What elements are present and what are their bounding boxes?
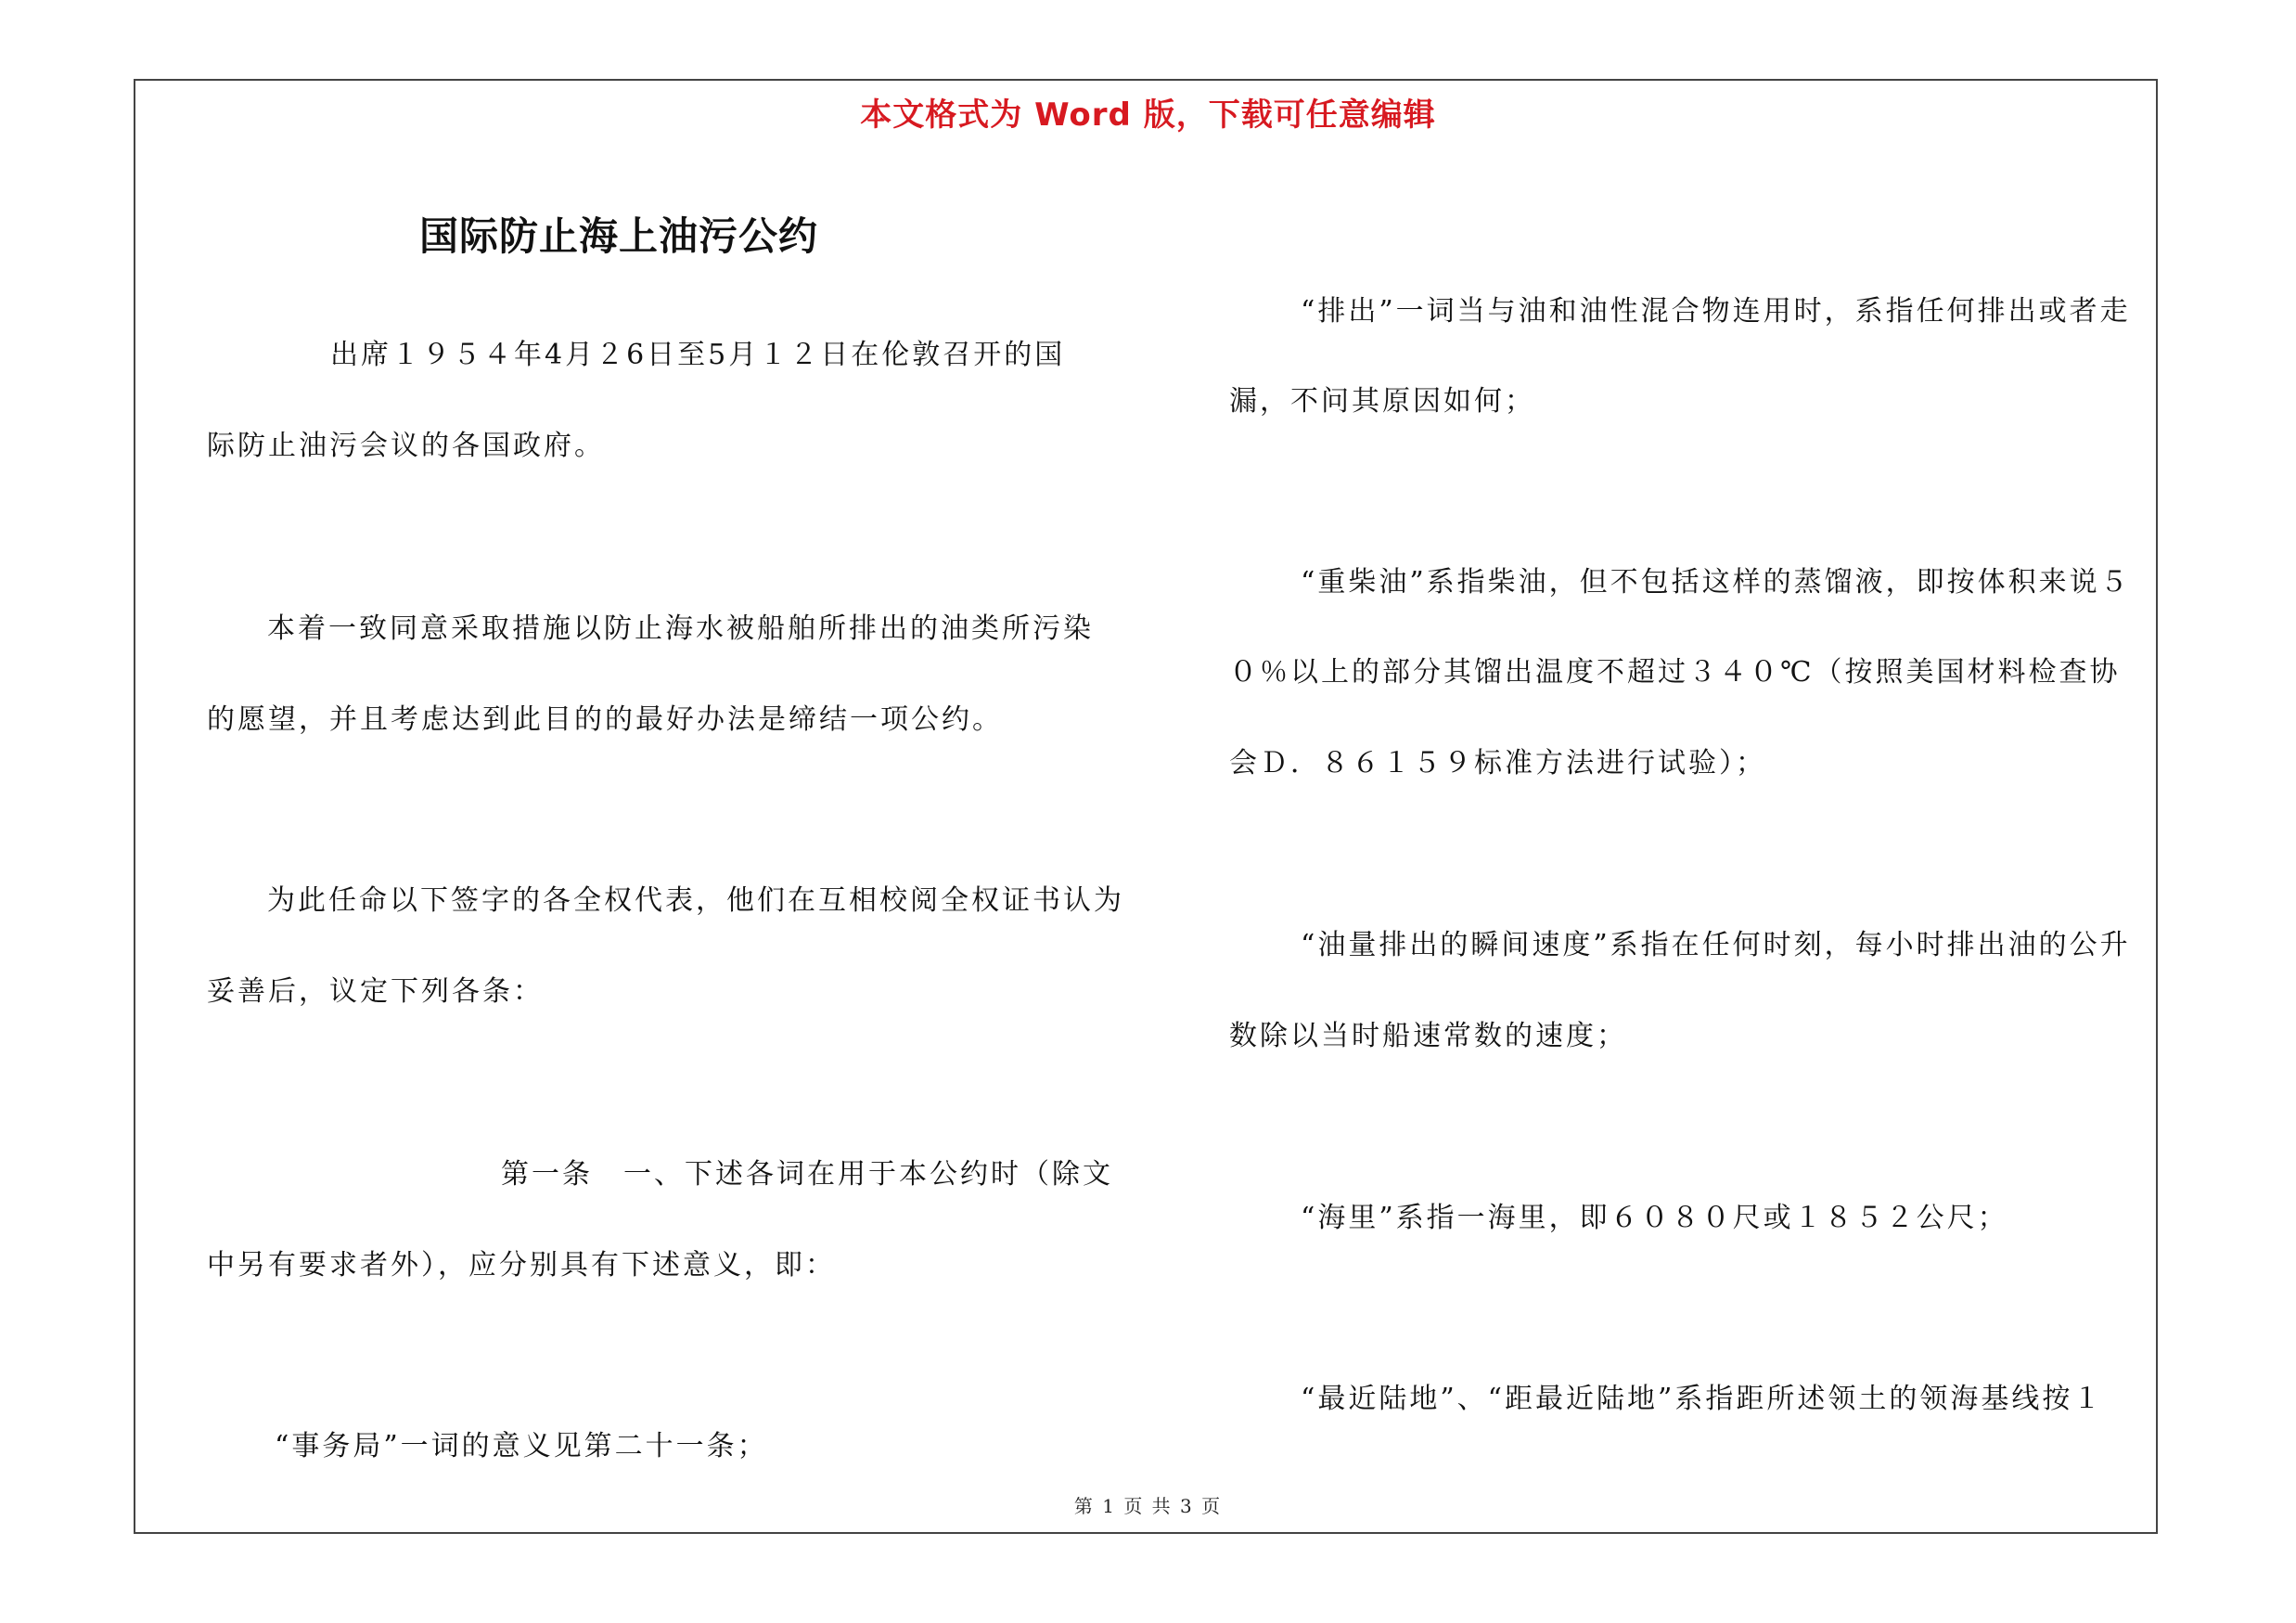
paragraph-line: 本着一致同意采取措施以防止海水被船舶所排出的油类所污染 (267, 612, 1094, 645)
paragraph-line: 会Ｄ．８６１５９标准方法进行试验）； (1229, 747, 1766, 779)
paragraph-line: 第一条 一、下述各词在用于本公约时（除文 (501, 1158, 1113, 1191)
paragraph-line: 妥善后，议定下列各条： (207, 975, 544, 1008)
paragraph-line: “排出”一词当与油和油性混合物连用时，系指任何排出或者走 (1301, 295, 2131, 328)
format-banner: 本文格式为 Word 版，下载可任意编辑 (860, 97, 1436, 134)
paragraph-line: 中另有要求者外），应分别具有下述意义，即： (207, 1249, 836, 1282)
paragraph-line: 际防止油污会议的各国政府。 (207, 430, 605, 462)
paragraph-line: 漏，不问其原因如何； (1229, 385, 1535, 418)
paragraph-line: 数除以当时船速常数的速度； (1229, 1020, 1627, 1052)
paragraph-line: “最近陆地”、“距最近陆地”系指距所述领土的领海基线按１ (1301, 1383, 2104, 1415)
paragraph-line: “油量排出的瞬间速度”系指在任何时刻，每小时排出油的公升 (1301, 929, 2131, 961)
document-title: 国际防止海上油污公约 (419, 213, 819, 259)
paragraph-line: 的愿望，并且考虑达到此目的的最好办法是缔结一项公约。 (207, 703, 1003, 736)
paragraph-line: 出席１９５４年4月２6日至5月１２日在伦敦召开的国 (330, 339, 1066, 371)
paragraph-line: “事务局”一词的意义见第二十一条； (275, 1430, 768, 1462)
page-number-footer: 第 1 页 共 3 页 (1073, 1495, 1223, 1517)
paragraph-line: 为此任命以下签字的各全权代表，他们在互相校阅全权证书认为 (267, 884, 1124, 917)
paragraph-line: ０％以上的部分其馏出温度不超过３４０℃（按照美国材料检查协 (1229, 656, 2121, 689)
paragraph-line: “重柴油”系指柴油，但不包括这样的蒸馏液，即按体积来说５ (1301, 566, 2131, 599)
paragraph-line: “海里”系指一海里，即６０８０尺或１８５２公尺； (1301, 1202, 2008, 1234)
